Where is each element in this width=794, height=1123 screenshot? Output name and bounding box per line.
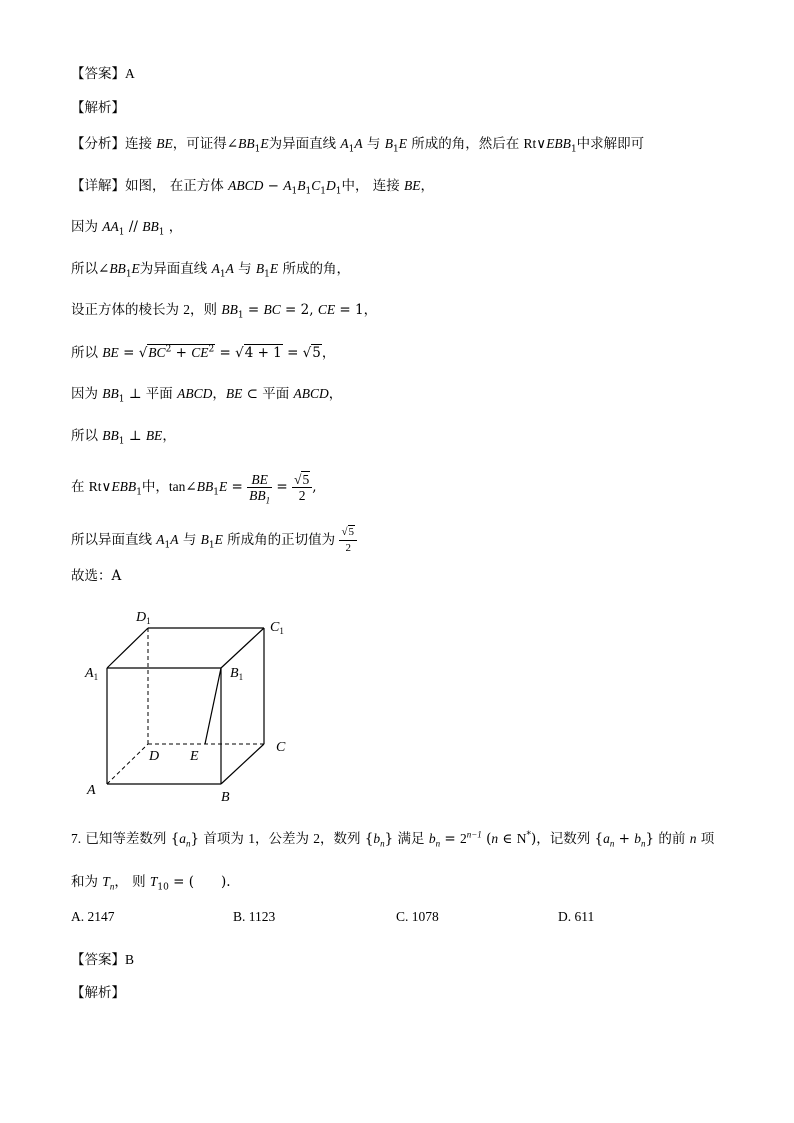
detail-line: 【详解】如图， 在正方体 ABCD − $A_1B_1C_1D_1$中， 连接 BE，	[71, 178, 435, 197]
q7-analysis-tag: 【解析】	[71, 985, 125, 1001]
segment-b1-e	[205, 668, 221, 744]
label-a: A	[87, 783, 96, 798]
solution-line-2: 所以$\angle BB_1E$为异面直线 $A_1A$ 与 $B_1E$ 所成的角，	[71, 261, 350, 280]
conclusion: 故选：A	[71, 568, 122, 584]
analysis-tag: 【解析】	[71, 100, 125, 116]
solution-line-8: 所以异面直线 $A_1A$ 与 $B_1E$ 所成角的正切值为 $\frac{√5}{2}$	[71, 523, 357, 557]
solution-line-6: 所以 $BB_1$ ⊥ BE，	[71, 428, 176, 447]
option-d[interactable]: D. 611	[558, 909, 595, 924]
label-c1: $C_1$	[270, 620, 284, 636]
option-b[interactable]: B. 1123	[233, 909, 276, 924]
fenxi-tag: 【分析】	[71, 136, 125, 152]
solution-line-4: 所以 BE = $√BC^2 + CE^2 = √4 + 1 = √5$，	[71, 344, 336, 361]
label-c: C	[276, 740, 286, 755]
answer-line	[71, 64, 135, 84]
option-a[interactable]: A. 2147	[71, 909, 115, 924]
answer-tag: 【答案】	[71, 66, 125, 82]
q7-answer-line	[71, 950, 134, 970]
solution-line-3: 设正方体的棱长为 2，则 $BB_1$ = BC = 2, CE = 1，	[71, 302, 378, 321]
label-b1: $B_1$	[230, 666, 244, 682]
edge-a1-d1	[107, 628, 148, 668]
answer-value: A	[125, 66, 135, 81]
edge-c-b	[221, 744, 264, 784]
label-e: E	[190, 749, 199, 764]
label-d: D	[149, 749, 160, 764]
q7-answer-tag: 【答案】	[71, 952, 125, 968]
option-c[interactable]: C. 1078	[396, 909, 439, 924]
solution-line-7: 在 $Rt\vee EBB_1$中，$\tan\angle BB_1E$ = $\frac{BE}{BB_1}$ = $\frac{√5}{2}$ ,	[71, 472, 317, 506]
fenxi-line: 【分析】连接 BE，可证得$\angle BB_1E$为异面直线 $A_1A$ 与 $B_1E$ 所成的角，然后在 $Rt\vee EBB_1$中求解即可	[71, 136, 645, 155]
solution-line-1: 因为 $AA_1 // BB_1$ ，	[71, 219, 183, 238]
solution-line-5: 因为 $BB_1$ ⊥ 平面 ABCD，BE ⊂ 平面 ABCD，	[71, 386, 343, 405]
edge-a-d	[107, 744, 148, 784]
cube-figure	[80, 600, 300, 810]
label-b: B	[221, 790, 230, 805]
q7-stem-line1: 7. 已知等差数列 $\{a_n\}$ 首项为 1，公差为 2，数列 $\{b_n\}$ 满足 $b_n = 2^{n-1}$ (n ∈ N*)，记数列 $\{a_n + b_n\}$ 的前 n 项	[71, 829, 715, 849]
label-a1: $A_1$	[85, 666, 99, 682]
label-d1: $D_1$	[136, 610, 151, 626]
edge-c1-b1	[221, 628, 264, 668]
q7-answer-value: B	[125, 952, 135, 967]
detail-tag: 【详解】	[71, 178, 125, 194]
q7-stem-line2: 和为 $T_n$， 则 $T_{10}$ = ( ).	[71, 874, 231, 893]
